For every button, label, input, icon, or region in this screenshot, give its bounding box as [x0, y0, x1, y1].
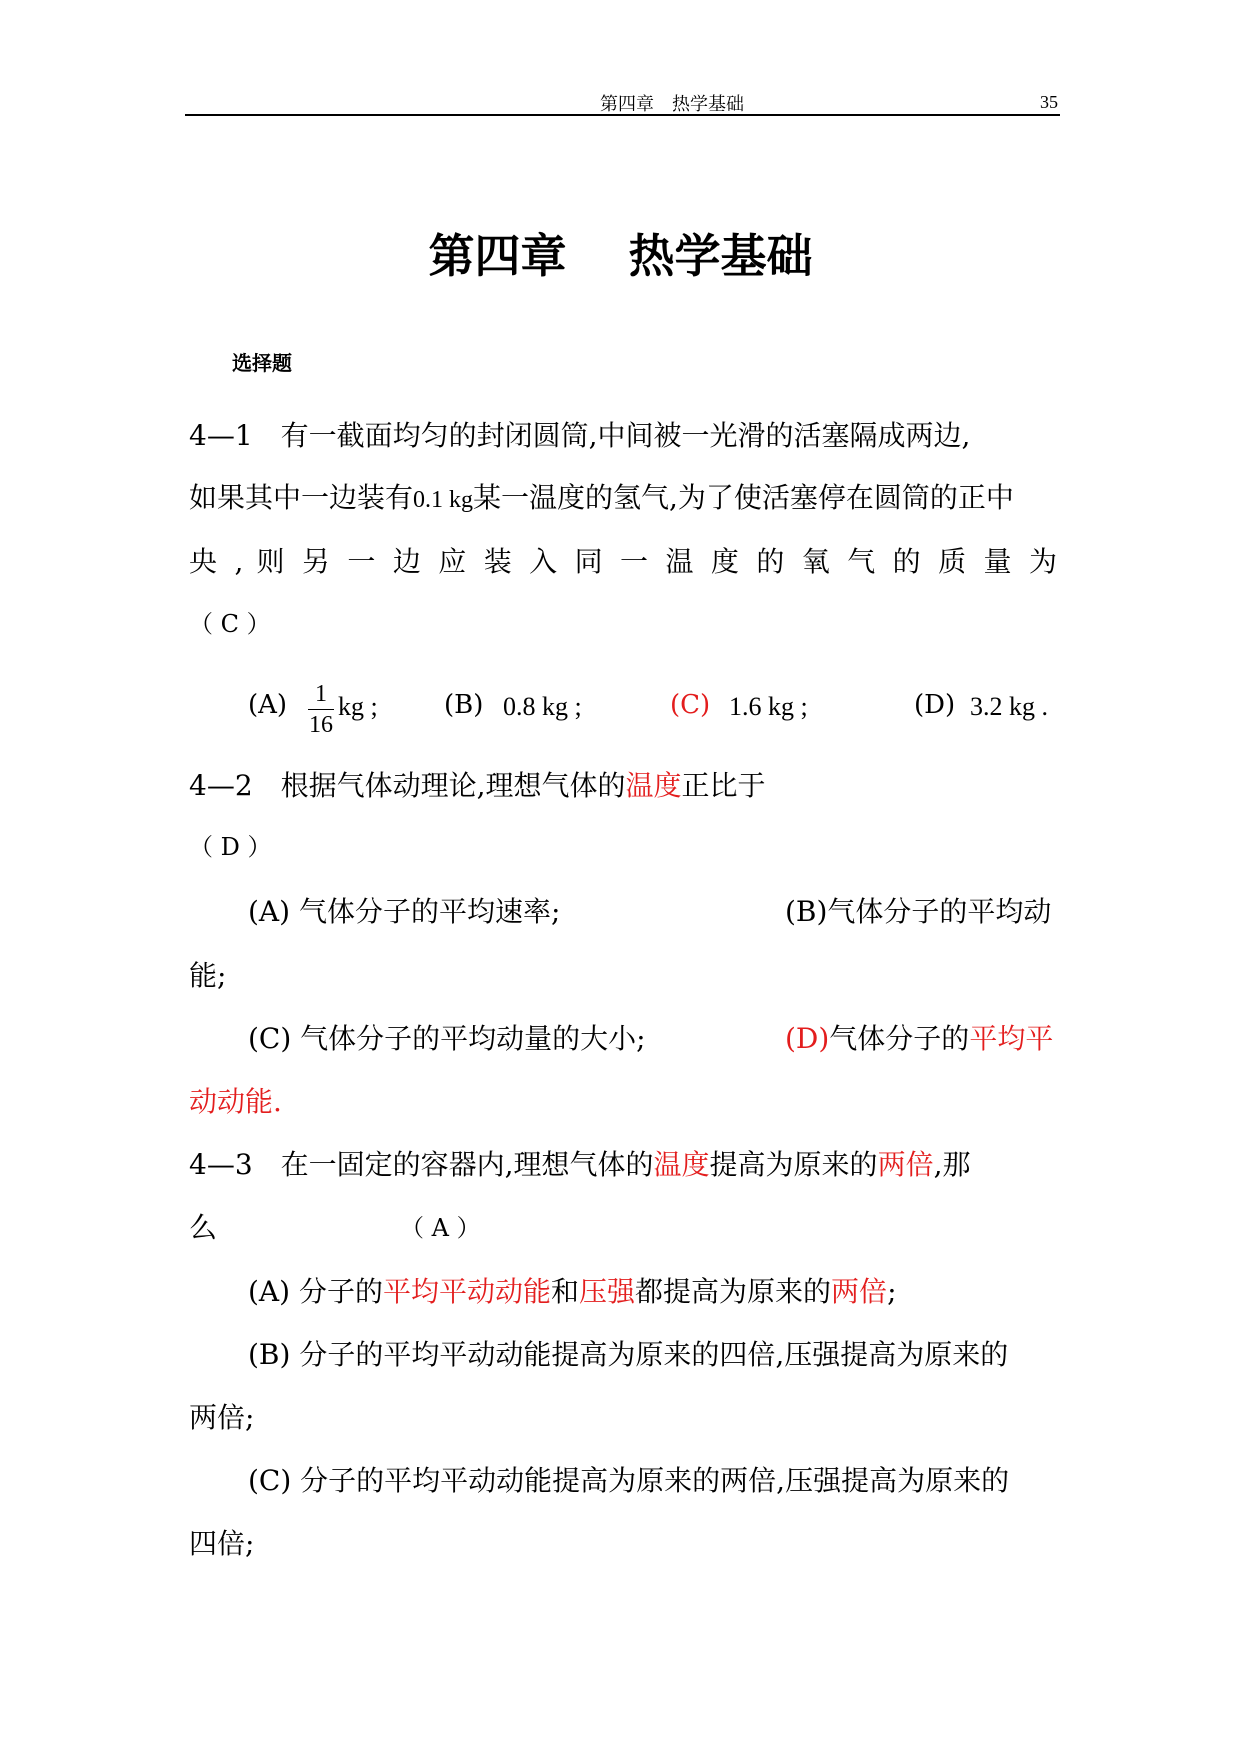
q3-option-a: [248, 1275, 897, 1308]
fraction-bar: [308, 709, 334, 710]
fraction-denominator: 16: [309, 712, 333, 738]
q2-option-d-label: (D): [785, 1022, 830, 1055]
q1-option-c-value: 1.6 kg ;: [729, 692, 808, 721]
q3-option-a-and: 和: [551, 1275, 580, 1308]
q1-option-b-value: 0.8 kg ;: [503, 692, 582, 721]
q1-option-c-label: (C): [670, 690, 711, 720]
q1-option-b-label: (B): [444, 690, 484, 720]
q1-line-2-end: 某一温度的氢气,为了使活塞停在圆筒的正中: [473, 481, 1014, 514]
q3-option-a-highlight-2: 压强: [579, 1275, 636, 1308]
q2-option-d-continued: 动动能.: [189, 1085, 282, 1118]
q2-answer: （ D ）: [189, 833, 272, 861]
q2-line-1-end: 正比于: [681, 769, 766, 802]
q3-option-a-mid: 都提高为原来的: [635, 1275, 832, 1308]
header-rule: [185, 114, 1060, 116]
q3-option-a-highlight-1: 平均平动动能: [382, 1275, 551, 1308]
chapter-title: 第四章 热学基础: [428, 229, 813, 283]
q2-highlight-temperature: 温度: [625, 769, 682, 802]
q1-option-a-unit: kg ;: [338, 692, 378, 721]
q3-line-2: 么: [189, 1211, 218, 1244]
q1-line-1: 4—1 有一截面均匀的封闭圆筒,中间被一光滑的活塞隔成两边,: [189, 419, 971, 452]
q1-mass: 0.1 kg: [413, 487, 474, 513]
q1-option-d-label: (D): [914, 690, 956, 720]
q1-line-2: [189, 481, 1014, 514]
q3-answer: （ A ）: [400, 1214, 481, 1242]
q3-option-c-continued: 四倍;: [189, 1527, 255, 1560]
section-heading: 选择题: [232, 351, 292, 375]
page-number: 35: [1040, 92, 1058, 112]
q2-option-c: (C) 气体分子的平均动量的大小;: [248, 1022, 646, 1055]
q2-option-b-continued: 能;: [189, 959, 227, 992]
q2-option-d: [785, 1022, 1054, 1055]
q3-option-a-highlight-3: 两倍: [831, 1275, 888, 1308]
q3-option-b-continued: 两倍;: [189, 1401, 255, 1434]
q1-option-a-label: (A): [248, 690, 288, 720]
q3-option-a-start: (A) 分子的: [248, 1275, 383, 1308]
q2-option-d-highlight: 平均平: [969, 1022, 1054, 1055]
q3-option-b: (B) 分子的平均平动动能提高为原来的四倍,压强提高为原来的: [248, 1338, 1009, 1371]
q2-line-1: [189, 769, 766, 802]
q1-option-d-value: 3.2 kg .: [970, 692, 1048, 721]
q2-option-a: (A) 气体分子的平均速率;: [248, 895, 561, 928]
q3-option-c: (C) 分子的平均平动动能提高为原来的两倍,压强提高为原来的: [248, 1464, 1010, 1497]
q3-highlight-temperature: 温度: [653, 1148, 710, 1181]
q2-option-d-text: 气体分子的: [829, 1022, 970, 1055]
q1-line-2-start: 如果其中一边装有: [189, 481, 414, 514]
q3-line-1: [189, 1148, 971, 1181]
q3-line-1-end: ,那: [933, 1148, 971, 1181]
q1-answer: （ C ）: [189, 610, 271, 638]
q2-option-b: (B)气体分子的平均动: [785, 895, 1052, 928]
q3-line-1-mid: 提高为原来的: [709, 1148, 878, 1181]
q3-line-1-start: 4—3 在一固定的容器内,理想气体的: [189, 1148, 654, 1181]
q3-highlight-double: 两倍: [877, 1148, 934, 1181]
q1-option-a-fraction: [308, 680, 334, 739]
q1-line-3: 央 , 则 另 一 边 应 装 入 同 一 温 度 的 氧 气 的 质 量 为: [189, 545, 1057, 578]
running-header-chapter: 第四章 热学基础: [600, 94, 744, 115]
fraction-numerator: 1: [315, 681, 327, 707]
q2-line-1-start: 4—2 根据气体动理论,理想气体的: [189, 769, 626, 802]
q3-option-a-end: ;: [887, 1275, 897, 1308]
